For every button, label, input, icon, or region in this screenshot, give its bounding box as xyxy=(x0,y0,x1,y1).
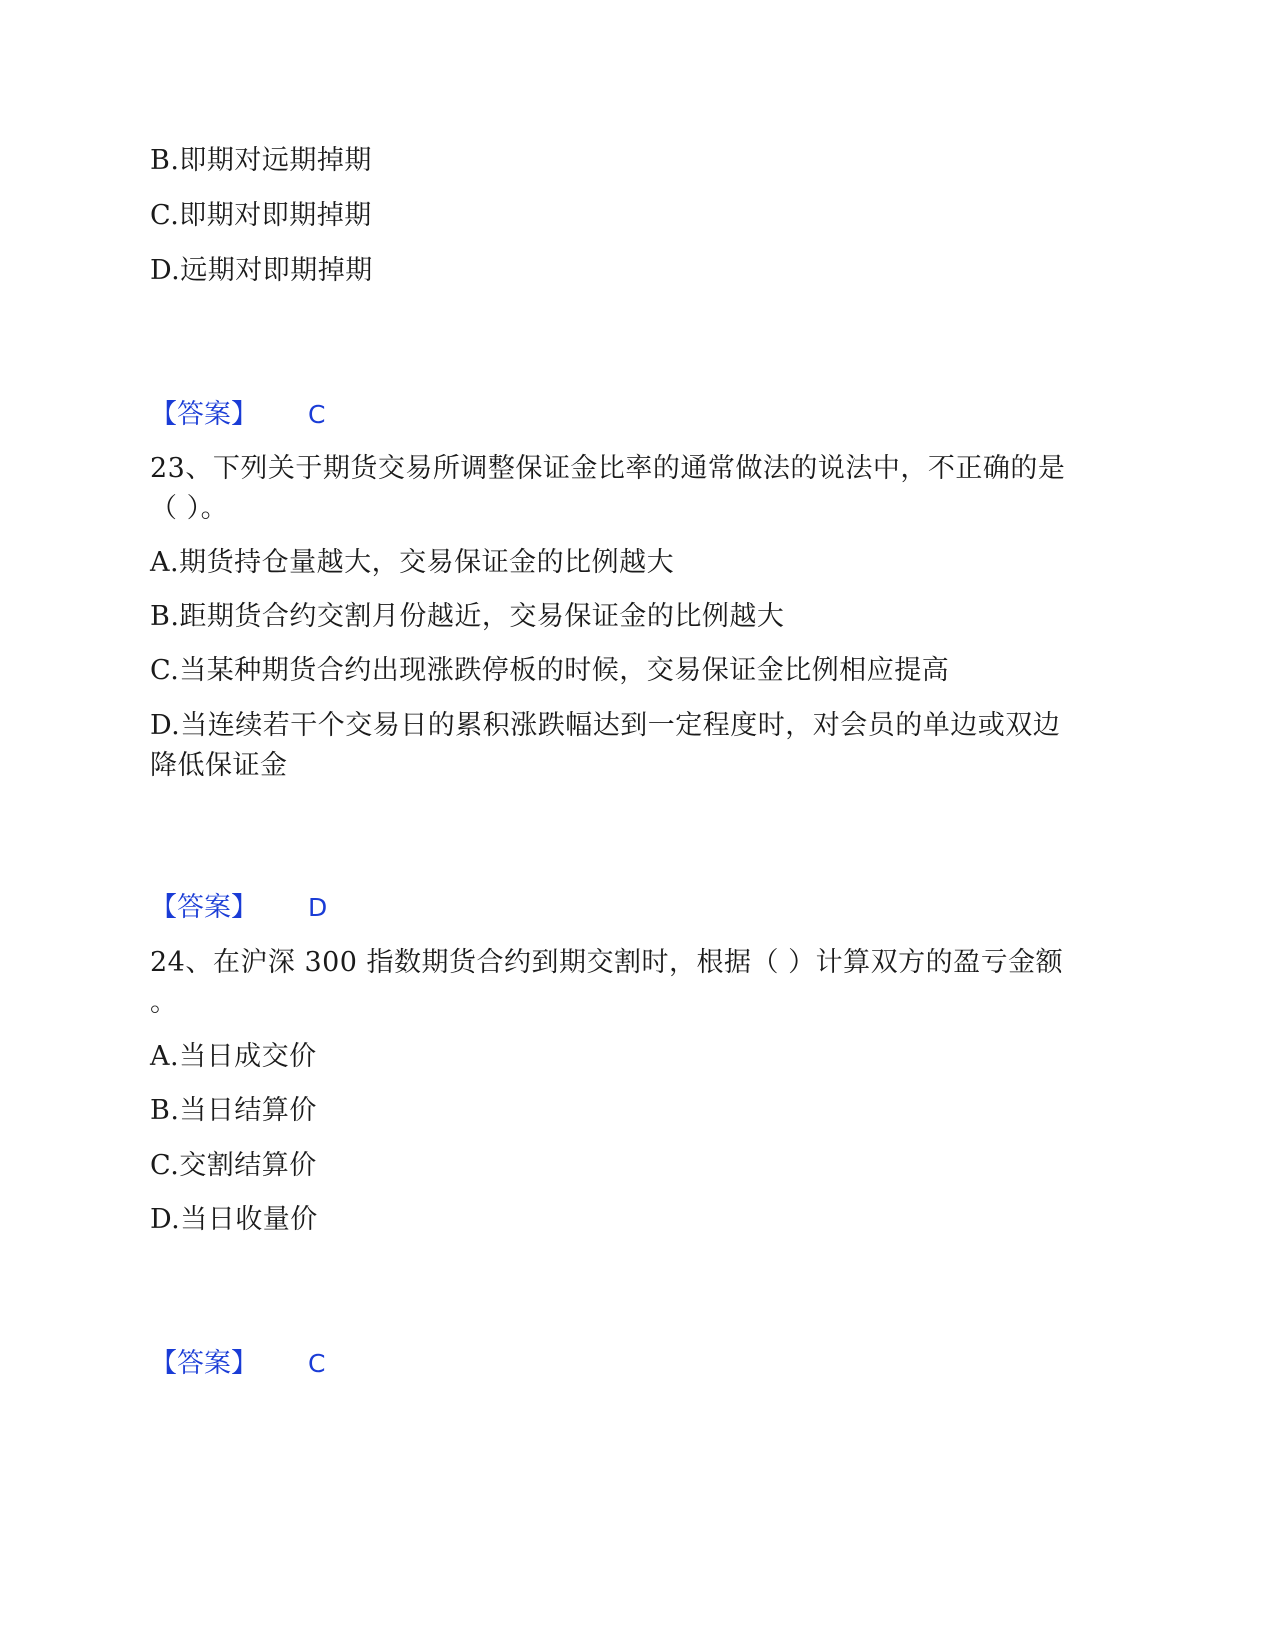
option-b: B.即期对远期掉期 xyxy=(150,145,372,176)
question-stem: 23、下列关于期货交易所调整保证金比率的通常做法的说法中，不正确的是 xyxy=(150,453,1066,484)
option-c: C.交割结算价 xyxy=(150,1150,317,1181)
answer-label: 【答案】 xyxy=(150,892,258,923)
question-stem: 24、在沪深 300 指数期货合约到期交割时，根据（ ）计算双方的盈亏金额 xyxy=(150,947,1064,978)
answer-value: C xyxy=(308,1349,326,1378)
answer-value: C xyxy=(308,400,326,429)
answer-label: 【答案】 xyxy=(150,1348,258,1379)
option-c: C.即期对即期掉期 xyxy=(150,200,372,231)
option-d: D.当连续若干个交易日的累积涨跌幅达到一定程度时，对会员的单边或双边 xyxy=(150,710,1061,741)
question-stem-continued: （ ）。 xyxy=(150,493,229,524)
answer-row xyxy=(150,1347,325,1381)
question-stem-continued: 。 xyxy=(150,987,178,1018)
answer-label: 【答案】 xyxy=(150,399,258,430)
option-d: D.远期对即期掉期 xyxy=(150,255,373,286)
option-b: B.距期货合约交割月份越近，交易保证金的比例越大 xyxy=(150,601,785,632)
option-d-continued: 降低保证金 xyxy=(150,750,288,781)
answer-row xyxy=(150,891,327,925)
option-d: D.当日收量价 xyxy=(150,1204,318,1235)
option-a: A.期货持仓量越大，交易保证金的比例越大 xyxy=(150,547,675,578)
option-a: A.当日成交价 xyxy=(150,1041,317,1072)
option-c: C.当某种期货合约出现涨跌停板的时候，交易保证金比例相应提高 xyxy=(150,655,950,686)
option-b: B.当日结算价 xyxy=(150,1095,317,1126)
answer-value: D xyxy=(308,893,328,922)
answer-row xyxy=(150,398,325,432)
